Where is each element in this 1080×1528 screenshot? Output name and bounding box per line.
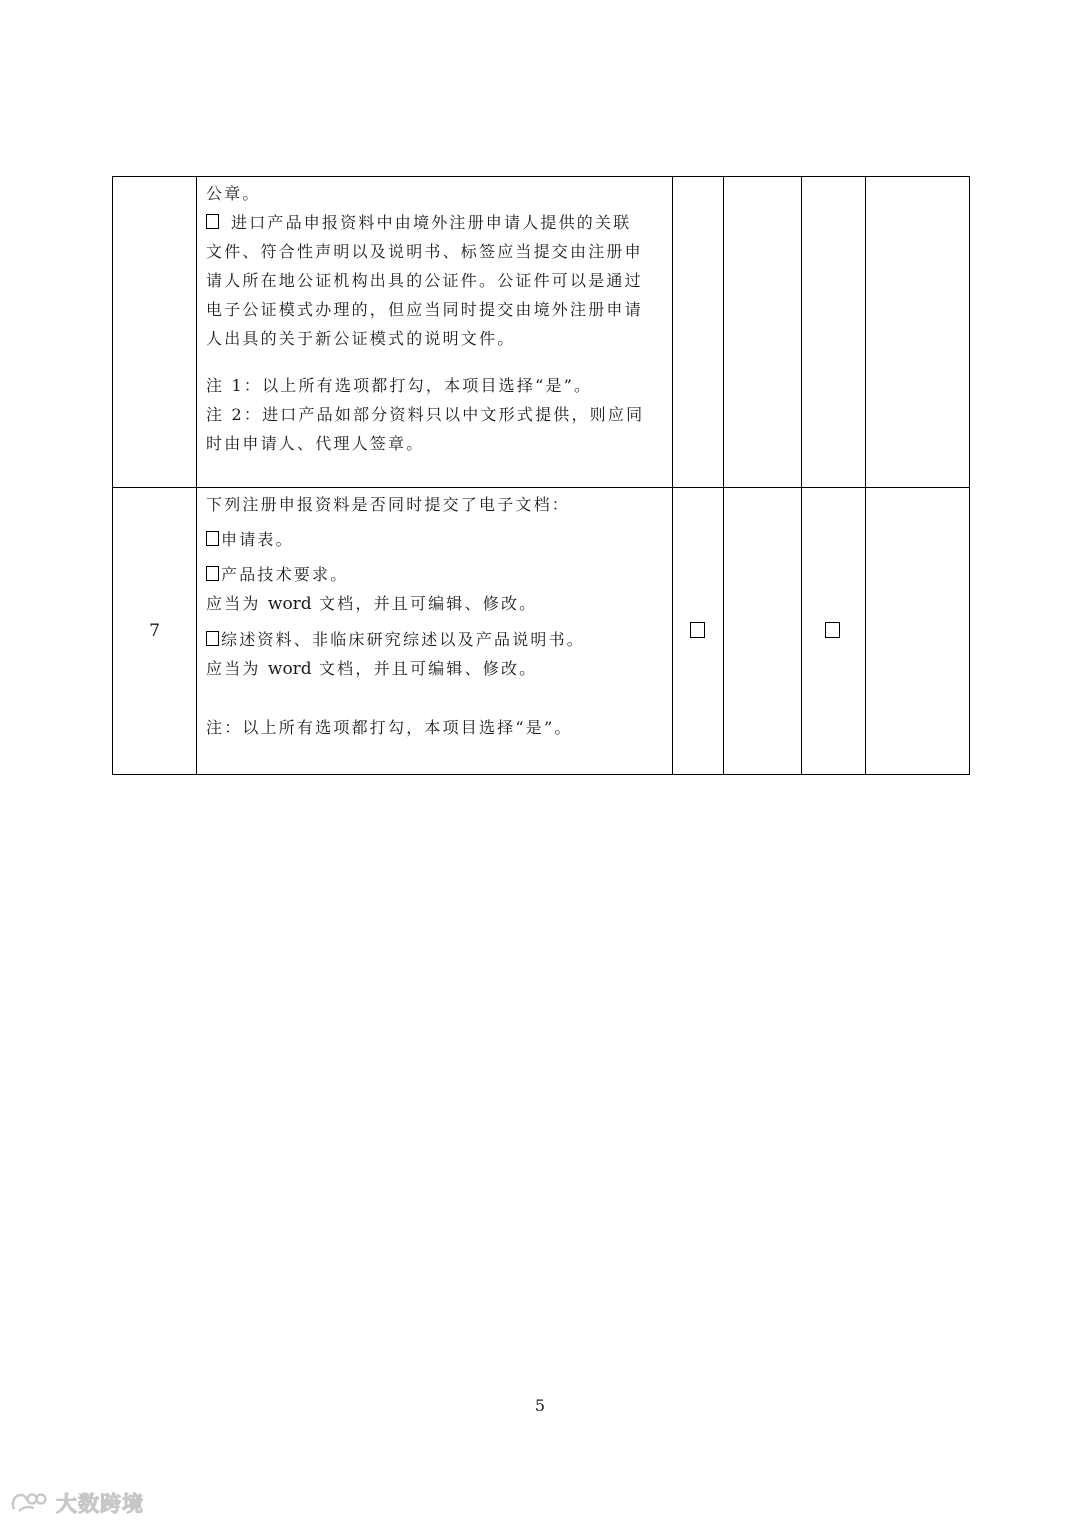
row-number-cell — [113, 177, 197, 488]
answer-cell — [724, 177, 802, 488]
requirement-line: 电子公证模式办理的，但应当同时提交由境外注册申请 — [206, 300, 643, 319]
requirement-line: 应当为 word 文档，并且可编辑、修改。 — [206, 659, 538, 679]
yes-checkbox[interactable] — [690, 622, 705, 638]
checkbox[interactable] — [206, 631, 219, 646]
answer-cell-yes — [673, 488, 724, 775]
checkbox[interactable] — [206, 531, 219, 546]
watermark-text: 大数跨境 — [56, 1492, 144, 1516]
remark-cell — [866, 177, 970, 488]
remark-cell — [866, 488, 970, 775]
checkbox-item-application-form — [206, 525, 662, 554]
note-line: 注：以上所有选项都打勾，本项目选择“是”。 — [206, 718, 573, 737]
checkbox-item-summary-materials — [206, 625, 662, 654]
table-row — [113, 177, 970, 488]
checklist-table — [112, 176, 970, 775]
requirement-line: 文件、符合性声明以及说明书、标签应当提交由注册申 — [206, 242, 643, 261]
watermark — [10, 1490, 144, 1516]
requirement-cell — [197, 177, 673, 488]
requirement-cell — [197, 488, 673, 775]
checkbox[interactable] — [206, 566, 219, 581]
checkbox-item-technical-requirements — [206, 560, 662, 589]
answer-cell-yes — [673, 177, 724, 488]
checkbox-label: 综述资料、非临床研究综述以及产品说明书。 — [221, 630, 586, 649]
requirement-line: 请人所在地公证机构出具的公证件。公证件可以是通过 — [206, 271, 643, 290]
checkbox-label: 进口产品申报资料中由境外注册申请人提供的关联 — [231, 213, 632, 232]
requirement-line: 人出具的关于新公证模式的说明文件。 — [206, 329, 516, 348]
answer-cell-no — [802, 177, 866, 488]
requirement-intro: 下列注册申报资料是否同时提交了电子文档： — [206, 495, 571, 514]
note-line: 注 1：以上所有选项都打勾，本项目选择“是”。 — [206, 376, 593, 395]
requirement-line: 公章。 — [206, 184, 261, 203]
checkbox-label: 申请表。 — [221, 530, 294, 549]
note-line: 时由申请人、代理人签章。 — [206, 434, 425, 453]
page-number: 5 — [534, 1396, 546, 1415]
checkbox-item-notarization — [206, 208, 662, 237]
checkbox[interactable] — [206, 214, 219, 229]
no-checkbox[interactable] — [825, 622, 840, 638]
row-number-cell: 7 — [113, 488, 197, 775]
logo-icon — [10, 1491, 50, 1515]
answer-cell-no — [802, 488, 866, 775]
requirement-line: 应当为 word 文档，并且可编辑、修改。 — [206, 594, 538, 614]
table-row — [113, 488, 970, 775]
note-line: 注 2：进口产品如部分资料只以中文形式提供，则应同 — [206, 405, 645, 424]
answer-cell — [724, 488, 802, 775]
checkbox-label: 产品技术要求。 — [221, 565, 349, 584]
